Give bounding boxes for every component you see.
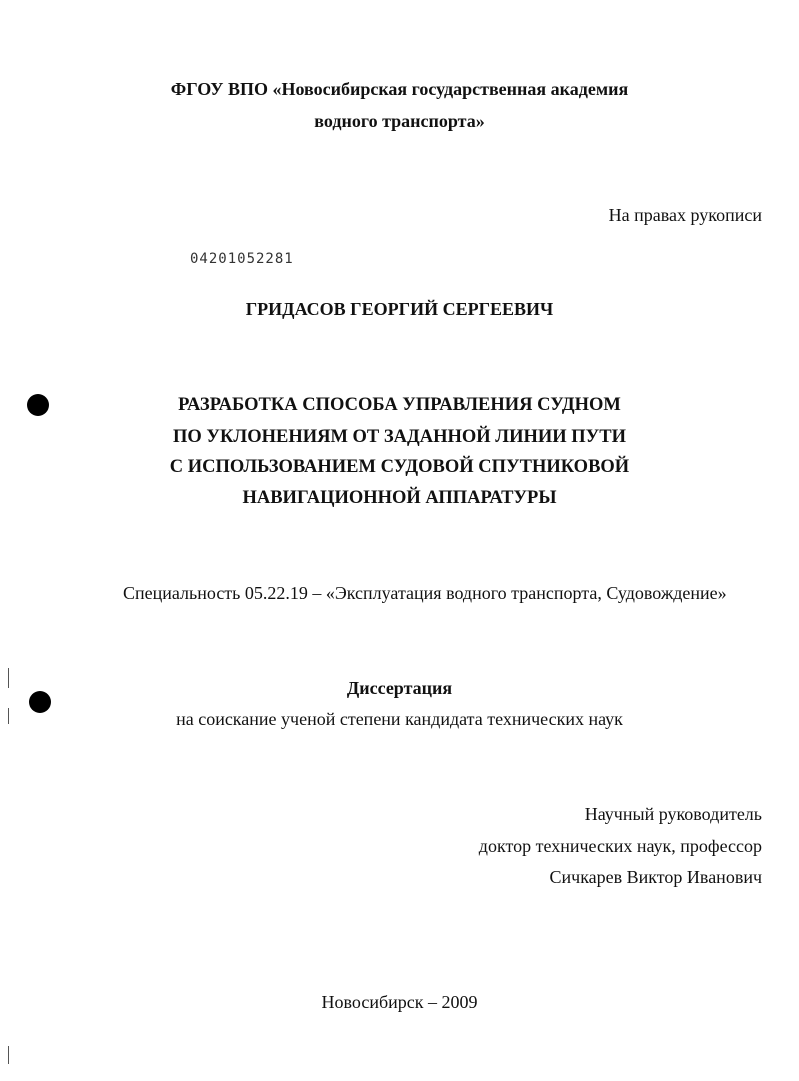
title-line: ПО УКЛОНЕНИЯМ ОТ ЗАДАННОЙ ЛИНИИ ПУТИ [173, 427, 626, 447]
degree-purpose: на соискание ученой степени кандидата технических наук [176, 709, 623, 729]
supervisor-role: Научный руководитель [584, 804, 762, 824]
specialty-line: Специальность 05.22.19 – «Эксплуатация водного транспорта, Судовождение» [123, 583, 727, 603]
manuscript-rights-note: На правах рукописи [608, 205, 762, 225]
city-year: Новосибирск – 2009 [321, 992, 478, 1012]
title-line: НАВИГАЦИОННОЙ АППАРАТУРЫ [242, 488, 557, 508]
dissertation-label: Диссертация [346, 678, 453, 698]
institution-name-line1: ФГОУ ВПО «Новосибирская государственная академия [170, 79, 629, 99]
institution-name-line2: водного транспорта» [314, 111, 485, 131]
title-line: С ИСПОЛЬЗОВАНИЕМ СУДОВОЙ СПУТНИКОВОЙ [169, 457, 630, 477]
title-line: РАЗРАБОТКА СПОСОБА УПРАВЛЕНИЯ СУДНОМ [178, 395, 621, 415]
author-name: ГРИДАСОВ ГЕОРГИЙ СЕРГЕЕВИЧ [245, 299, 554, 319]
scan-edge-mark [8, 1046, 9, 1064]
registration-number: 04201052281 [190, 251, 294, 267]
supervisor-name: Сичкарев Виктор Иванович [549, 867, 762, 887]
supervisor-degree: доктор технических наук, профессор [478, 836, 762, 856]
